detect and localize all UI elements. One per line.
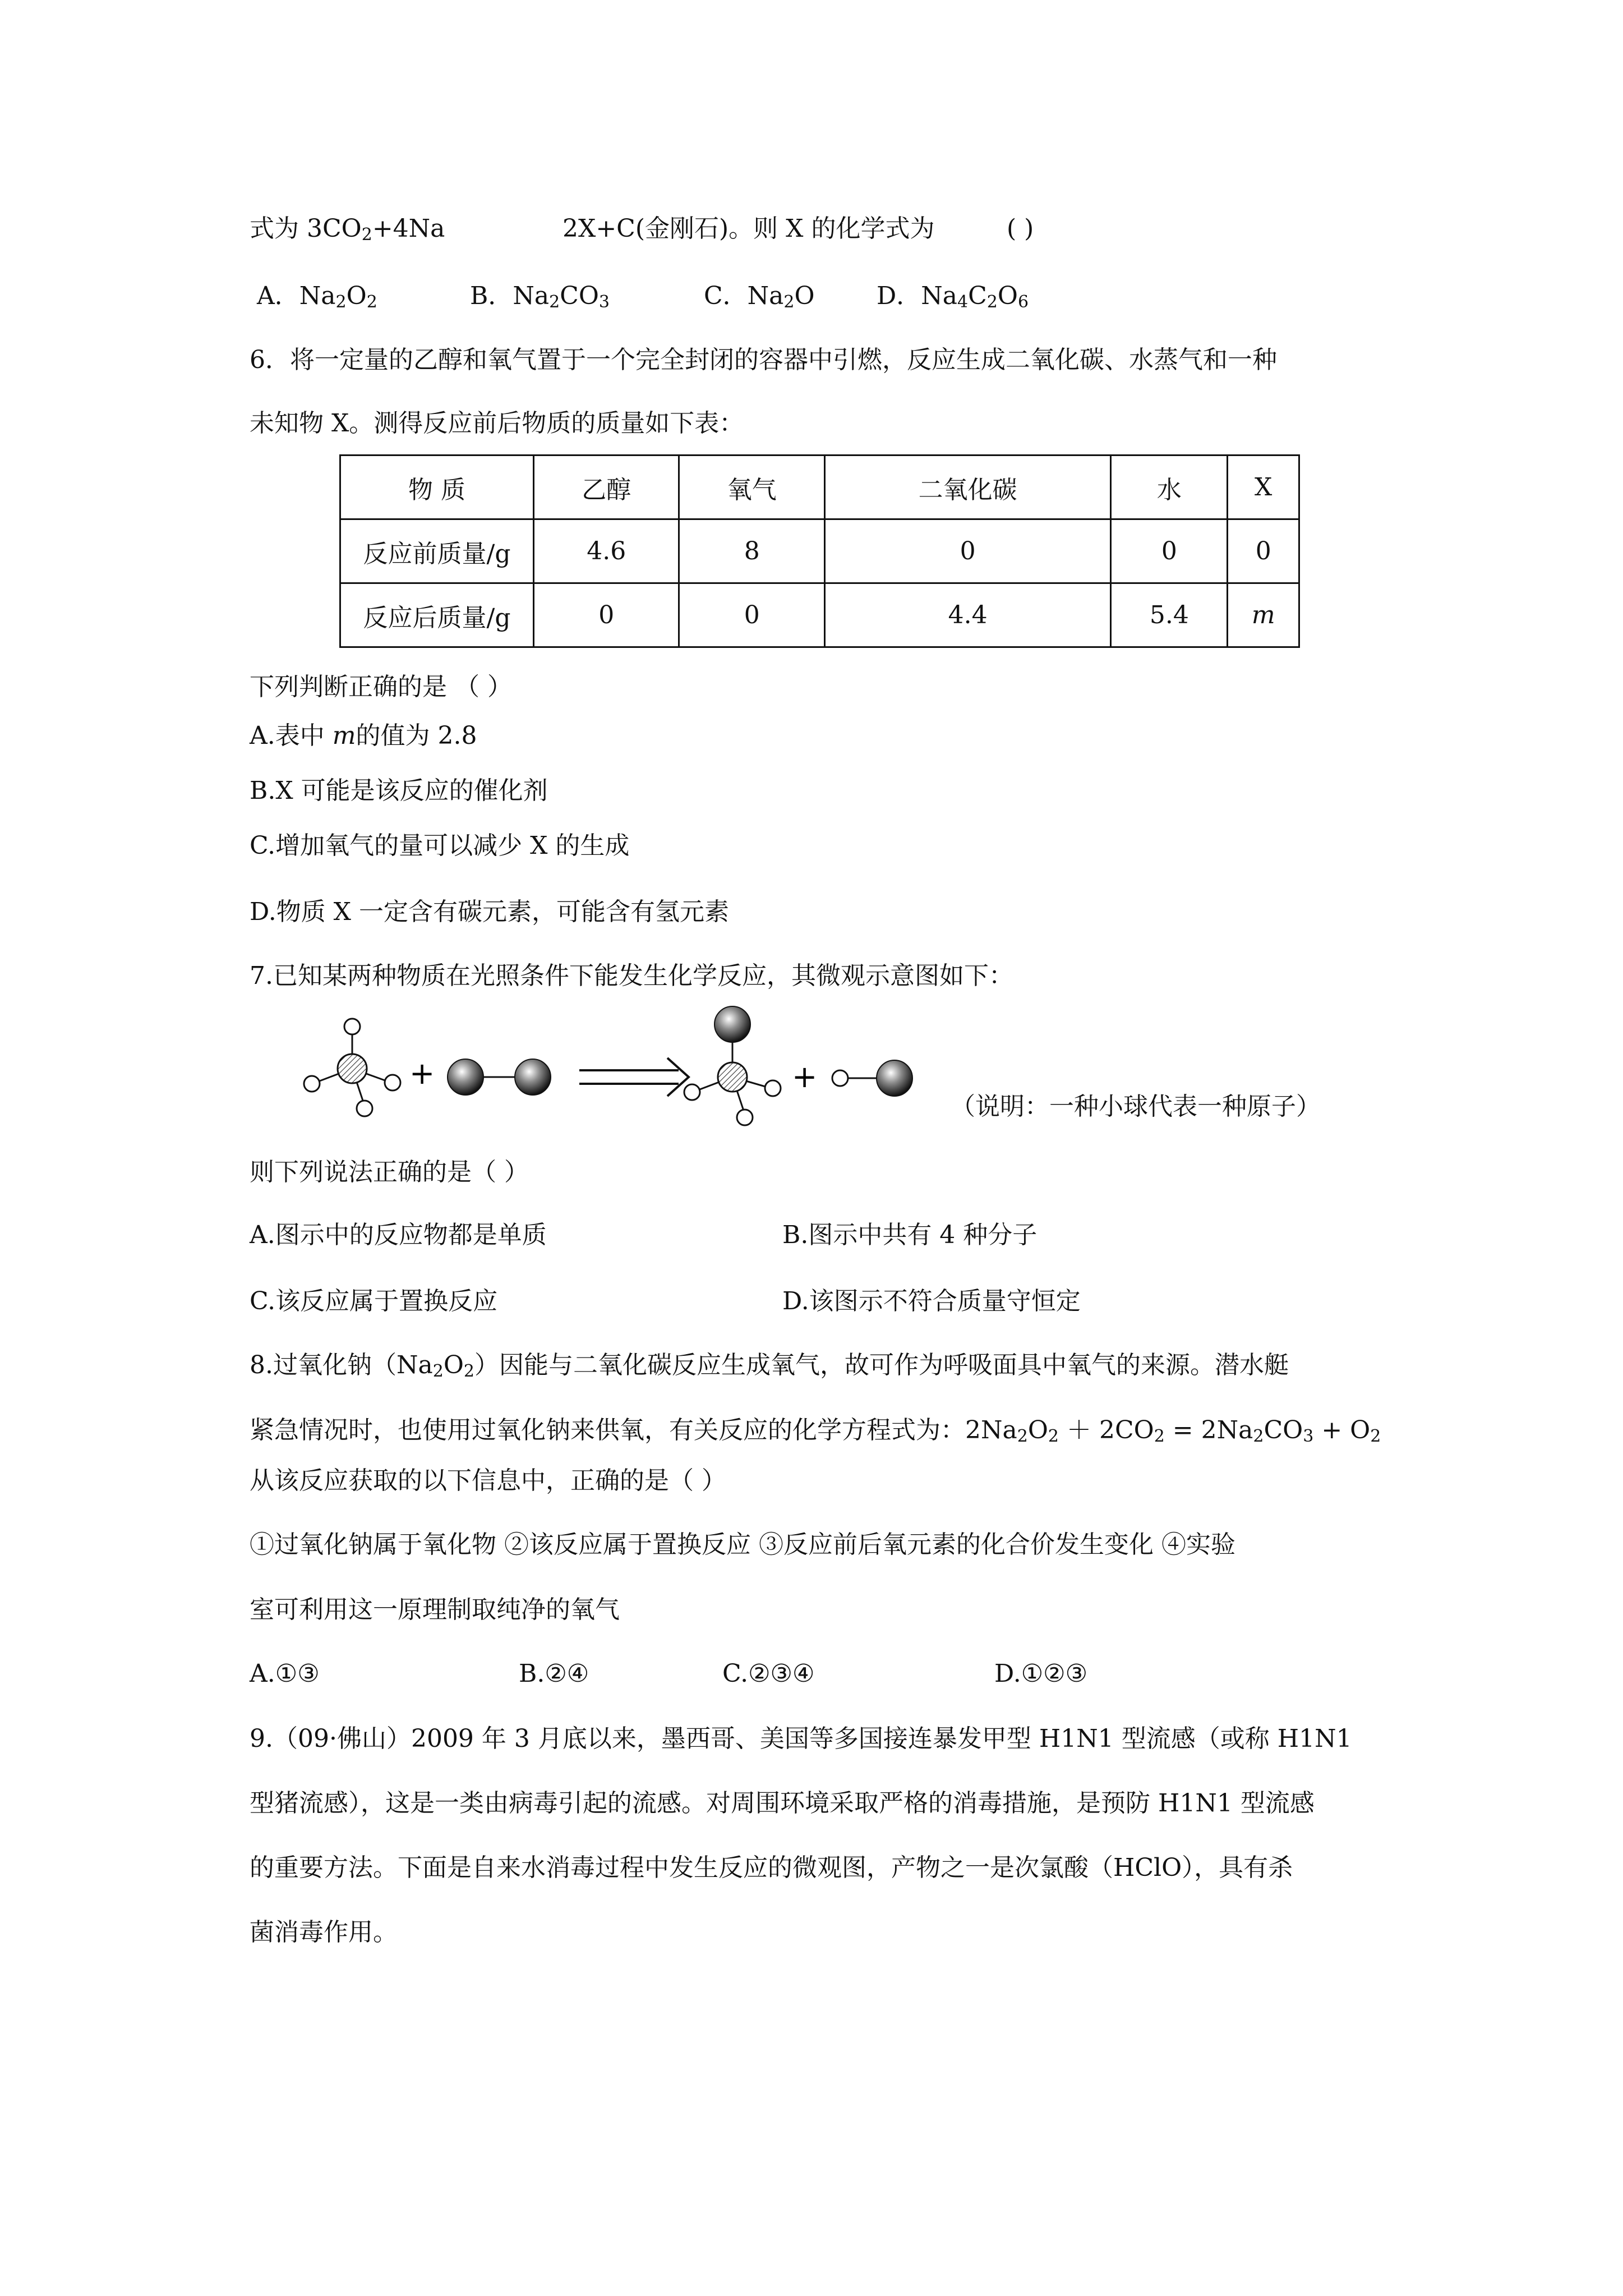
opt-sub: 2	[986, 292, 998, 312]
reactant-molecule-ch4	[304, 1019, 400, 1116]
q7-option-b: B.图示中共有 4 种分子	[782, 1221, 1038, 1249]
table-cell: 0	[1228, 519, 1299, 583]
opt-text: CO	[560, 282, 599, 310]
eq-part: ＋ 2CO	[1059, 1416, 1154, 1444]
opt-sub: 4	[957, 292, 969, 312]
q6-option-c: C.增加氧气的量可以减少 X 的生成	[250, 831, 630, 860]
q5-equation-line-right	[562, 212, 934, 246]
table-cell: 4.4	[824, 583, 1110, 647]
eq-sub: 2	[1017, 1427, 1028, 1446]
product-molecule-ch3cl	[684, 1006, 781, 1125]
q8-option-d: D.①②③	[994, 1659, 1088, 1688]
q8-sub: 2	[432, 1361, 444, 1381]
q6-option-a	[250, 719, 477, 753]
table-cell: 反应前质量/g	[340, 519, 534, 583]
eq-part: O	[1027, 1416, 1048, 1444]
opt-text: O	[794, 282, 815, 310]
q6-question: 下列判断正确的是 （ ）	[250, 673, 512, 701]
q5-equation-line	[250, 212, 445, 246]
eq-sub: 2	[1154, 1427, 1165, 1446]
plus-sign: +	[409, 1056, 435, 1091]
q5-text-2: +4Na	[372, 214, 445, 243]
table-cell: 水	[1111, 455, 1228, 519]
q7-question: 则下列说法正确的是（ ）	[250, 1158, 529, 1186]
plus-sign: +	[792, 1059, 818, 1094]
opt-sub: 2	[366, 292, 377, 312]
q8-option-b: B.②④	[519, 1659, 589, 1688]
table-header-row	[340, 455, 1299, 519]
opt-text: A．Na	[257, 282, 336, 310]
q7-option-a: A.图示中的反应物都是单质	[250, 1221, 547, 1249]
table-cell: 物 质	[340, 455, 534, 519]
q6-line-1: 6．将一定量的乙醇和氧气置于一个完全封闭的容器中引燃，反应生成二氧化碳、水蒸气和一种	[250, 346, 1277, 374]
eq-part: = 2Na	[1164, 1416, 1253, 1444]
opt-sub: 2	[335, 292, 347, 312]
q7-line-1: 7.已知某两种物质在光照条件下能发生化学反应，其微观示意图如下：	[250, 961, 1013, 990]
mass-table	[339, 454, 1300, 648]
q5-option-c	[704, 279, 815, 313]
eq-part: + O	[1313, 1416, 1371, 1444]
q9-line-4: 菌消毒作用。	[250, 1918, 398, 1947]
opt-text: C	[968, 282, 987, 310]
q8-sub: 2	[463, 1361, 474, 1381]
table-cell: 反应后质量/g	[340, 583, 534, 647]
q8-text: O	[443, 1351, 464, 1379]
q9-line-1: 9.（09·佛山）2009 年 3 月底以来，墨西哥、美国等多国接连暴发甲型 H1N1 型流感（或称 H1N1	[250, 1724, 1352, 1753]
q8-line-1	[250, 1349, 1289, 1382]
q5-answer-paren: ( )	[1007, 214, 1034, 243]
q5-text-1: 式为 3CO	[250, 214, 362, 243]
table-cell: X	[1228, 455, 1299, 519]
table-cell: 5.4	[1111, 583, 1228, 647]
q8-text: 紧急情况时，也使用过氧化钠来供氧，有关反应的化学方程式为：	[250, 1416, 965, 1444]
q6-option-b: B.X 可能是该反应的催化剂	[250, 776, 548, 805]
eq-sub: 2	[1048, 1427, 1059, 1446]
table-cell: 0	[534, 583, 679, 647]
eq-part: 2Na	[965, 1416, 1017, 1444]
reaction-diagram	[280, 1004, 953, 1139]
opt-sub: 2	[549, 292, 560, 312]
q9-line-2: 型猪流感），这是一类由病毒引起的流感。对周围环境采取严格的消毒措施，是预防 H1N1 型流感	[250, 1789, 1315, 1818]
eq-sub: 2	[1253, 1427, 1264, 1446]
table-cell: 二氧化碳	[824, 455, 1110, 519]
q7-option-c: C.该反应属于置换反应	[250, 1287, 498, 1315]
opt-text: O	[997, 282, 1018, 310]
eq-sub: 3	[1303, 1427, 1314, 1446]
opt-text: 的值为 2.8	[356, 721, 477, 750]
table-cell: 8	[679, 519, 824, 583]
q7-option-d: D.该图示不符合质量守恒定	[782, 1287, 1081, 1315]
q6-option-d: D.物质 X 一定含有碳元素，可能含有氢元素	[250, 898, 729, 926]
opt-text: A.表中	[250, 721, 333, 750]
opt-sub: 2	[783, 292, 795, 312]
q6-line-2: 未知物 X。测得反应前后物质的质量如下表：	[250, 409, 744, 438]
q5-option-b	[470, 279, 610, 313]
opt-variable: m	[332, 721, 356, 750]
q5-option-d	[877, 279, 1029, 313]
opt-text: O	[346, 282, 367, 310]
q8-line-2	[250, 1414, 1381, 1447]
table-cell: 0	[824, 519, 1110, 583]
q8-line-5: 室可利用这一原理制取纯净的氧气	[250, 1595, 620, 1624]
table-cell: 氧气	[679, 455, 824, 519]
opt-sub: 6	[1017, 292, 1029, 312]
q8-text: ）因能与二氧化碳反应生成氧气，故可作为呼吸面具中氧气的来源。潜水艇	[474, 1351, 1289, 1379]
product-molecule-hcl	[832, 1060, 912, 1096]
table-cell: 0	[1111, 519, 1228, 583]
q8-line-4: ①过氧化钠属于氧化物 ②该反应属于置换反应 ③反应前后氧元素的化合价发生变化 ④实验	[250, 1530, 1235, 1559]
eq-part: CO	[1264, 1416, 1303, 1444]
q5-sub-1: 2	[361, 225, 372, 245]
reactant-molecule-cl2	[448, 1059, 551, 1095]
table-cell: m	[1228, 583, 1299, 647]
table-cell: 4.6	[534, 519, 679, 583]
q8-equation	[965, 1416, 1381, 1444]
eq-sub: 2	[1370, 1427, 1381, 1446]
opt-text: B．Na	[470, 282, 550, 310]
diagram-note: （说明：一种小球代表一种原子）	[951, 1092, 1321, 1121]
q8-line-3: 从该反应获取的以下信息中，正确的是（ ）	[250, 1466, 726, 1495]
q8-option-a: A.①③	[250, 1659, 320, 1688]
table-row	[340, 583, 1299, 647]
opt-sub: 3	[598, 292, 610, 312]
q9-line-3: 的重要方法。下面是自来水消毒过程中发生反应的微观图，产物之一是次氯酸（HClO），具有杀	[250, 1853, 1293, 1882]
q8-option-c: C.②③④	[722, 1659, 815, 1688]
reaction-arrow	[579, 1058, 689, 1096]
q5-option-a	[257, 279, 377, 313]
table-cell: 乙醇	[534, 455, 679, 519]
table-row	[340, 519, 1299, 583]
table-cell: 0	[679, 583, 824, 647]
opt-text: C．Na	[704, 282, 784, 310]
q5-text-3: 2X+C(金刚石)。则 X 的化学式为	[562, 214, 935, 243]
q8-text: 8.过氧化钠（Na	[250, 1351, 433, 1379]
opt-text: D．Na	[877, 282, 958, 310]
